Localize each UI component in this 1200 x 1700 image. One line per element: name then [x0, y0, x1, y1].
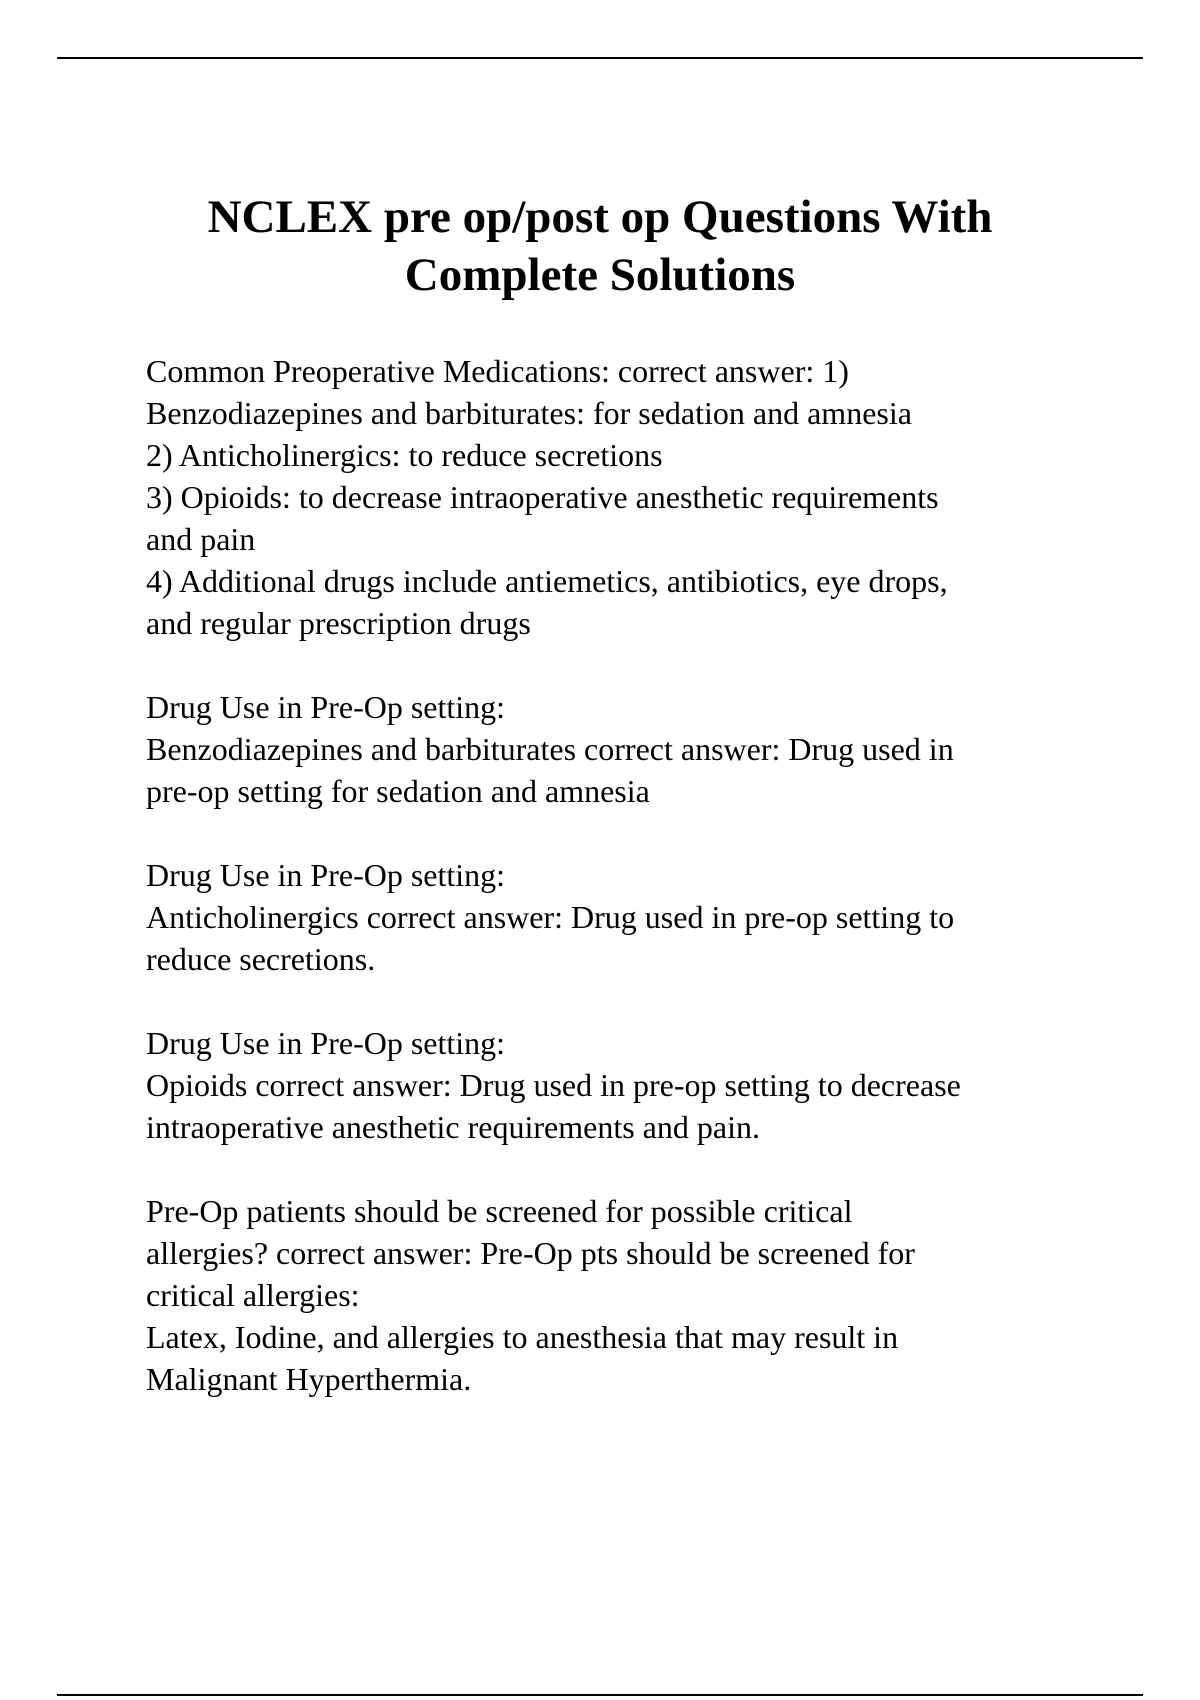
- qa-block-benzodiazepines: [146, 686, 1106, 812]
- qa-block-anticholinergics: [146, 854, 1106, 980]
- title-line: NCLEX pre op/post op Questions With: [207, 191, 993, 243]
- text-line: Benzodiazepines and barbiturates: for sedation and amnesia: [146, 395, 912, 431]
- text-line: critical allergies:: [146, 1277, 360, 1313]
- text-line: Malignant Hyperthermia.: [146, 1361, 472, 1397]
- text-line: Anticholinergics correct answer: Drug used in pre-op setting to: [146, 899, 955, 935]
- text-line: 2) Anticholinergics: to reduce secretions: [146, 437, 663, 473]
- text-line: Latex, Iodine, and allergies to anesthesia that may result in: [146, 1319, 899, 1355]
- text-line: intraoperative anesthetic requirements and pain.: [146, 1109, 760, 1145]
- text-line: and pain: [146, 521, 256, 557]
- document-title: [100, 188, 1100, 304]
- text-line: Pre-Op patients should be screened for possible critical: [146, 1193, 853, 1229]
- text-line: allergies? correct answer: Pre-Op pts should be screened for: [146, 1235, 915, 1271]
- qa-block-preoperative-medications: [146, 350, 1106, 644]
- text-line: 4) Additional drugs include antiemetics, antibiotics, eye drops,: [146, 563, 948, 599]
- footer-rule: [57, 1694, 1143, 1696]
- text-line: Benzodiazepines and barbiturates correct answer: Drug used in: [146, 731, 954, 767]
- text-line: reduce secretions.: [146, 941, 376, 977]
- text-line: Common Preoperative Medications: correct answer: 1): [146, 353, 849, 389]
- header-rule: [57, 57, 1143, 59]
- text-line: Drug Use in Pre-Op setting:: [146, 689, 506, 725]
- text-line: Drug Use in Pre-Op setting:: [146, 857, 506, 893]
- qa-block-critical-allergies: [146, 1190, 1106, 1400]
- document-body: [146, 350, 1106, 1442]
- text-line: and regular prescription drugs: [146, 605, 531, 641]
- title-line: Complete Solutions: [404, 249, 796, 301]
- qa-block-opioids: [146, 1022, 1106, 1148]
- text-line: pre-op setting for sedation and amnesia: [146, 773, 650, 809]
- text-line: Opioids correct answer: Drug used in pre-op setting to decrease: [146, 1067, 961, 1103]
- text-line: Drug Use in Pre-Op setting:: [146, 1025, 506, 1061]
- text-line: 3) Opioids: to decrease intraoperative anesthetic requirements: [146, 479, 939, 515]
